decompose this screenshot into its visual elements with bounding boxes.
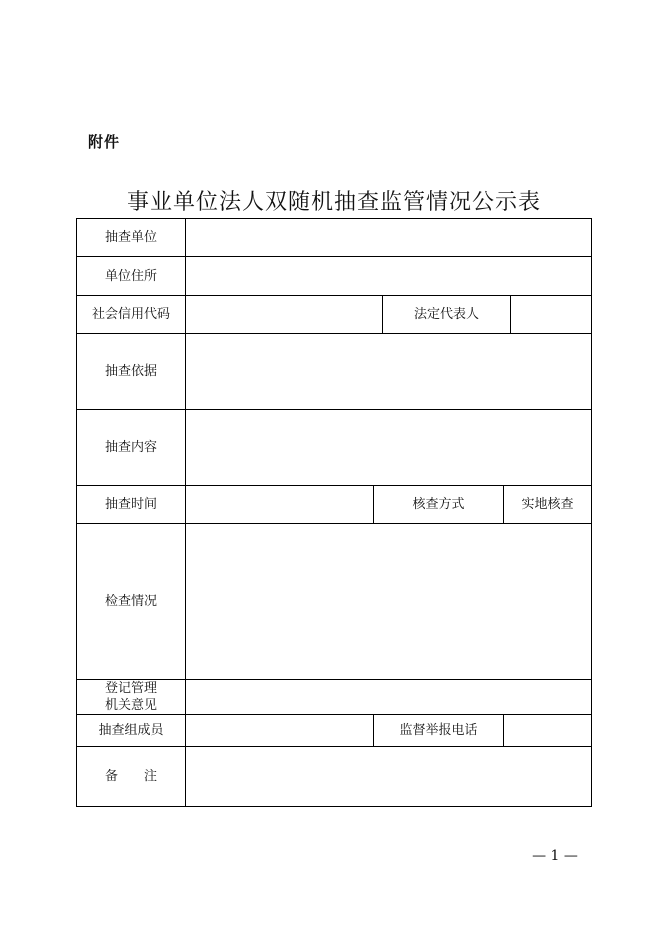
inspection-unit-label: 抽查单位 (104, 230, 157, 245)
attachment-label: 附件 (88, 133, 121, 151)
opinion-field[interactable] (186, 680, 591, 714)
content-field[interactable] (186, 410, 591, 485)
disclosure-form-table (76, 218, 592, 807)
credit-code-label: 社会信用代码 (91, 307, 170, 322)
situation-field[interactable] (186, 524, 591, 679)
hotline-field[interactable] (504, 715, 591, 746)
method-label: 核查方式 (412, 497, 465, 512)
page-title: 事业单位法人双随机抽查监管情况公示表 (126, 190, 541, 215)
members-label: 抽查组成员 (98, 723, 164, 738)
unit-address-field[interactable] (186, 257, 591, 295)
unit-address-label: 单位住所 (104, 268, 157, 284)
credit-code-field[interactable] (186, 296, 382, 333)
remarks-label: 备 注 (104, 769, 157, 784)
legal-rep-label: 法定代表人 (413, 307, 479, 322)
opinion-label-line1: 登记管理 (104, 681, 157, 696)
legal-rep-field[interactable] (511, 296, 591, 333)
time-label: 抽查时间 (104, 497, 157, 512)
situation-label: 检查情况 (104, 594, 157, 609)
remarks-field[interactable] (186, 747, 591, 806)
opinion-label-line2: 机关意见 (104, 698, 157, 713)
page-number: — 1 — (532, 848, 578, 864)
time-field[interactable] (186, 486, 373, 523)
members-field[interactable] (186, 715, 373, 746)
method-value: 实地核查 (521, 497, 574, 512)
basis-field[interactable] (186, 334, 591, 409)
inspection-unit-field[interactable] (186, 219, 591, 256)
basis-label: 抽查依据 (104, 364, 157, 379)
content-label: 抽查内容 (104, 440, 157, 455)
hotline-label: 监督举报电话 (399, 723, 478, 738)
opinion-label (77, 680, 185, 714)
